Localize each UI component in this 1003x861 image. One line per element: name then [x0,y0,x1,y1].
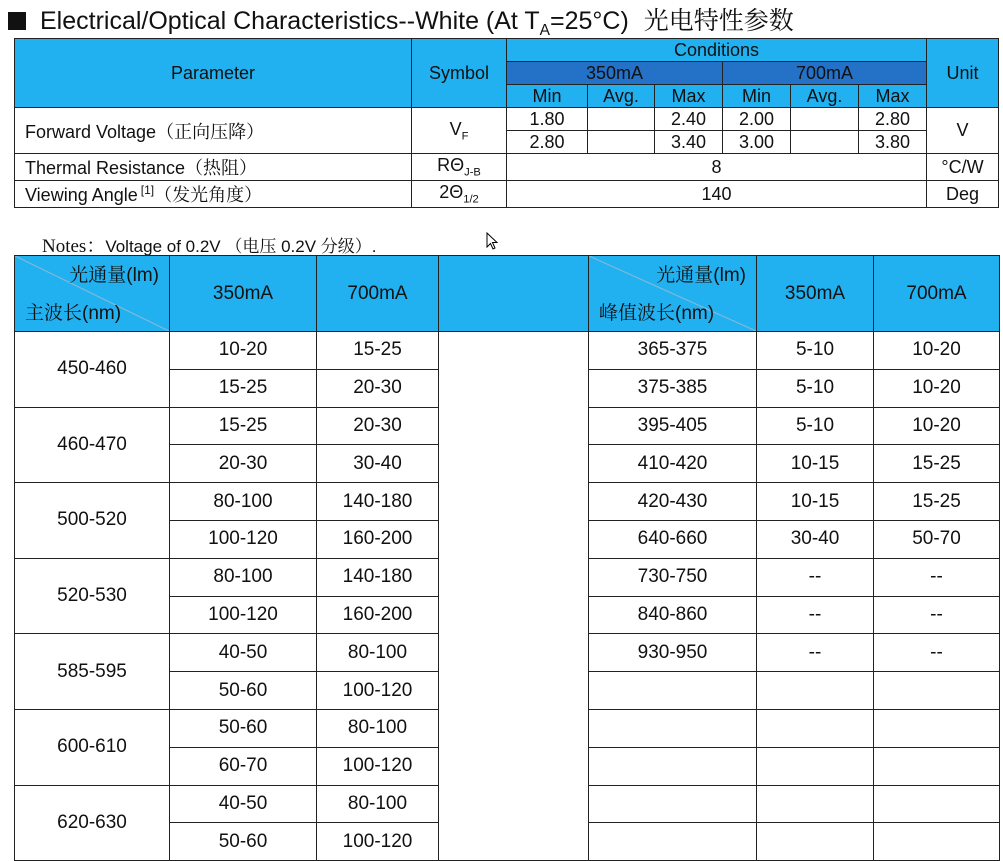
peak-wavelength-header: 峰值波长(nm) [599,303,715,324]
fv-max350: 2.40 [655,108,723,131]
flux-700ma-cell: 100-120 [317,672,439,710]
gap-header [439,256,589,332]
title-subscript: A [539,22,550,39]
flux-350ma-cell: 20-30 [170,445,317,483]
dominant-wavelength-header: 主波长(nm) [25,303,122,324]
peak-wavelength-cell: 375-385 [589,369,757,407]
header-min: Min [723,85,791,108]
flux-350ma-cell [757,785,874,823]
peak-wavelength-cell [589,747,757,785]
flux-700ma-cell: 100-120 [317,747,439,785]
flux-700ma-cell: 20-30 [317,407,439,445]
flux-350ma-cell [757,747,874,785]
dominant-wavelength-cell: 520-530 [15,558,170,634]
fv-avg350 [588,131,655,154]
thermal-resistance-label: Thermal Resistance（热阻） [15,154,412,181]
thermal-resistance-unit: °C/W [927,154,999,181]
flux-700ma-cell: 10-20 [874,332,1000,370]
characteristics-table [14,38,999,208]
header-avg: Avg. [791,85,859,108]
flux-700ma-cell: 50-70 [874,520,1000,558]
peak-wavelength-cell: 930-950 [589,634,757,672]
thermal-resistance-symbol: $R\Theta_{J-B}$ [412,154,507,181]
dominant-wavelength-cell: 600-610 [15,709,170,785]
peak-wavelength-cell: 420-430 [589,483,757,521]
viewing-angle-label: Viewing Angle [1]（发光角度） [15,181,412,208]
peak-wavelength-cell [589,709,757,747]
fv-max350: 3.40 [655,131,723,154]
forward-voltage-label: Forward Voltage（正向压降） [15,108,412,154]
header-avg: Avg. [588,85,655,108]
fv-avg700 [791,108,859,131]
left-header-700ma: 700mA [317,256,439,332]
flux-350ma-cell: -- [757,634,874,672]
mouse-cursor-icon [486,232,500,252]
flux-700ma-cell: 100-120 [317,823,439,861]
flux-700ma-cell [874,709,1000,747]
viewing-angle-symbol: $2\Theta_{1/2}$ [412,181,507,208]
flux-wavelength-table [14,255,1000,861]
left-header-350ma: 350mA [170,256,317,332]
flux-700ma-cell [874,672,1000,710]
flux-350ma-cell: 15-25 [170,407,317,445]
flux-700ma-cell [874,823,1000,861]
flux-700ma-cell: 15-25 [317,332,439,370]
peak-wavelength-cell: 395-405 [589,407,757,445]
right-header-350ma: 350mA [757,256,874,332]
header-unit: Unit [927,39,999,108]
flux-350ma-cell: 40-50 [170,785,317,823]
flux-350ma-cell: 10-15 [757,483,874,521]
peak-wavelength-cell: 410-420 [589,445,757,483]
peak-wavelength-cell: 365-375 [589,332,757,370]
flux-350ma-cell: 100-120 [170,596,317,634]
flux-700ma-cell: -- [874,596,1000,634]
fv-min350: 1.80 [507,108,588,131]
dominant-wavelength-cell: 450-460 [15,332,170,408]
forward-voltage-unit: V [927,108,999,154]
fv-avg350 [588,108,655,131]
flux-350ma-cell: 30-40 [757,520,874,558]
luminous-flux-header: 光通量(lm) [69,265,159,286]
flux-700ma-cell: 80-100 [317,709,439,747]
header-max: Max [655,85,723,108]
flux-350ma-cell: 40-50 [170,634,317,672]
peak-wavelength-cell [589,672,757,710]
flux-350ma-cell: -- [757,558,874,596]
flux-350ma-cell: 50-60 [170,672,317,710]
header-350ma: 350mA [507,62,723,85]
flux-700ma-cell: 10-20 [874,369,1000,407]
flux-350ma-cell: 50-60 [170,823,317,861]
dominant-wavelength-cell: 585-595 [15,634,170,710]
flux-350ma-cell: 10-20 [170,332,317,370]
fv-min350: 2.80 [507,131,588,154]
flux-350ma-cell: 5-10 [757,407,874,445]
page-title [8,4,794,38]
fv-avg700 [791,131,859,154]
flux-350ma-cell: 80-100 [170,558,317,596]
flux-350ma-cell: 50-60 [170,709,317,747]
fv-min700: 3.00 [723,131,791,154]
left-corner-header [15,256,170,332]
fv-min700: 2.00 [723,108,791,131]
header-symbol: Symbol [412,39,507,108]
notes [42,231,377,258]
luminous-flux-header: 光通量(lm) [656,265,746,286]
flux-350ma-cell: 15-25 [170,369,317,407]
fv-max700: 2.80 [859,108,927,131]
flux-350ma-cell [757,672,874,710]
flux-350ma-cell: 60-70 [170,747,317,785]
flux-700ma-cell: 140-180 [317,483,439,521]
viewing-angle-value: 140 [507,181,927,208]
flux-700ma-cell: 160-200 [317,596,439,634]
title-condition: =25°C) [550,7,629,35]
flux-700ma-cell [874,747,1000,785]
flux-700ma-cell: 20-30 [317,369,439,407]
flux-700ma-cell: -- [874,634,1000,672]
peak-wavelength-cell: 840-860 [589,596,757,634]
dominant-wavelength-cell: 500-520 [15,483,170,559]
viewing-angle-unit: Deg [927,181,999,208]
flux-700ma-cell: 140-180 [317,558,439,596]
gap-column [439,332,589,861]
flux-350ma-cell: -- [757,596,874,634]
flux-700ma-cell [874,785,1000,823]
peak-wavelength-cell: 640-660 [589,520,757,558]
title-chinese: 光电特性参数 [643,7,794,35]
flux-350ma-cell: 5-10 [757,369,874,407]
right-corner-header [589,256,757,332]
flux-700ma-cell: -- [874,558,1000,596]
forward-voltage-symbol: $V_F$ [412,108,507,154]
title-text: Electrical/Optical Characteristics--White (At T [40,7,540,35]
square-bullet-icon [8,12,26,30]
flux-700ma-cell: 80-100 [317,785,439,823]
flux-350ma-cell: 10-15 [757,445,874,483]
header-min: Min [507,85,588,108]
flux-700ma-cell: 30-40 [317,445,439,483]
fv-max700: 3.80 [859,131,927,154]
header-parameter: Parameter [15,39,412,108]
peak-wavelength-cell: 730-750 [589,558,757,596]
table-row [15,332,1000,370]
header-conditions: Conditions [507,39,927,62]
right-header-700ma: 700mA [874,256,1000,332]
peak-wavelength-cell [589,823,757,861]
notes-text: Voltage of 0.2V （电压 0.2V 分级）. [105,237,377,256]
thermal-resistance-value: 8 [507,154,927,181]
flux-700ma-cell: 80-100 [317,634,439,672]
flux-350ma-cell [757,823,874,861]
flux-350ma-cell [757,709,874,747]
peak-wavelength-cell [589,785,757,823]
dominant-wavelength-cell: 620-630 [15,785,170,861]
flux-350ma-cell: 5-10 [757,332,874,370]
header-max: Max [859,85,927,108]
flux-700ma-cell: 15-25 [874,483,1000,521]
header-700ma: 700mA [723,62,927,85]
flux-700ma-cell: 10-20 [874,407,1000,445]
flux-350ma-cell: 80-100 [170,483,317,521]
flux-700ma-cell: 160-200 [317,520,439,558]
flux-350ma-cell: 100-120 [170,520,317,558]
dominant-wavelength-cell: 460-470 [15,407,170,483]
flux-700ma-cell: 15-25 [874,445,1000,483]
notes-label: Notes： [42,236,106,257]
